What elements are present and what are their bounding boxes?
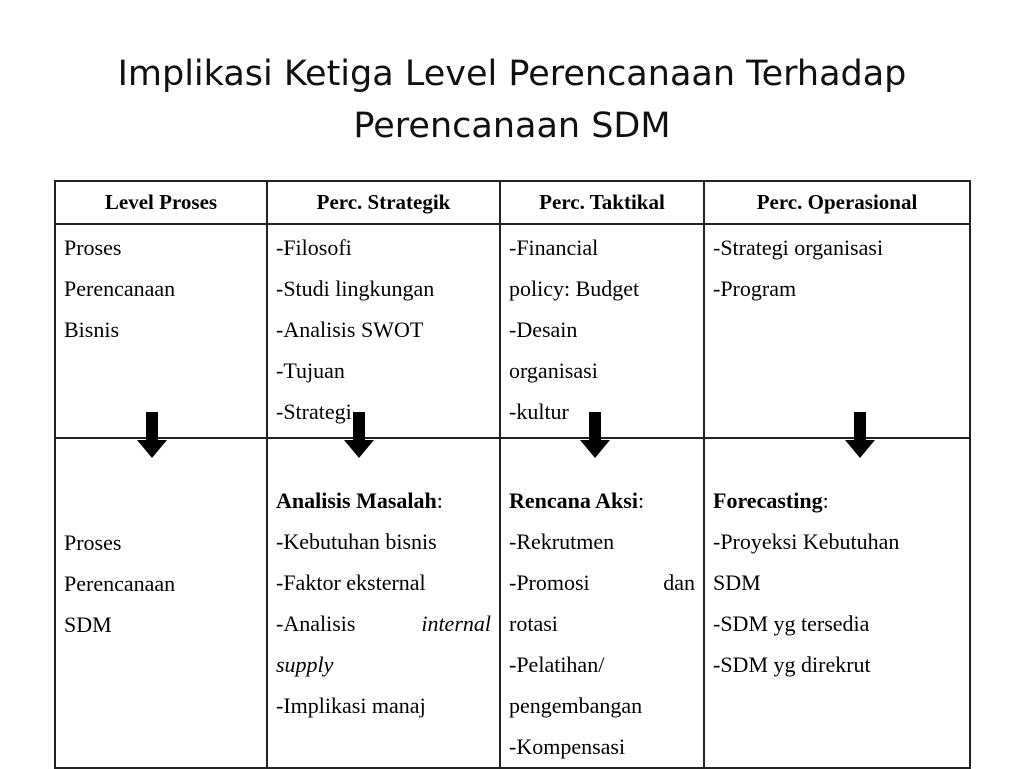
cell-heading-line bbox=[509, 480, 695, 521]
header-perc-operasional: Perc. Operasional bbox=[704, 181, 970, 224]
cell-line: -SDM yg tersedia bbox=[713, 611, 870, 636]
cell-level-sdm bbox=[55, 438, 267, 768]
cell-line: -Tujuan bbox=[276, 358, 345, 383]
cell-taktikal-bisnis bbox=[500, 224, 704, 438]
down-arrow-icon bbox=[137, 412, 167, 458]
header-perc-strategik: Perc. Strategik bbox=[267, 181, 500, 224]
cell-line: -Studi lingkungan bbox=[276, 276, 435, 301]
cell-line: -Desain bbox=[509, 317, 578, 342]
down-arrow-icon bbox=[845, 412, 875, 458]
colon: : bbox=[436, 488, 443, 513]
cell-line: -SDM yg direkrut bbox=[713, 652, 871, 677]
cell-line: -kultur bbox=[509, 399, 569, 424]
header-level-proses: Level Proses bbox=[55, 181, 267, 224]
analisis-internal: internal bbox=[421, 611, 491, 636]
down-arrow-icon bbox=[580, 412, 610, 458]
cell-line: -Analisis SWOT bbox=[276, 317, 424, 342]
cell-taktikal-sdm bbox=[500, 438, 704, 768]
cell-operasional-bisnis bbox=[704, 224, 970, 438]
down-arrow-icon bbox=[344, 412, 374, 458]
cell-line: -Filosofi bbox=[276, 235, 352, 260]
promosi-right: dan bbox=[663, 570, 695, 595]
cell-line: pengembangan bbox=[509, 693, 643, 718]
slide-title bbox=[0, 48, 1024, 152]
cell-heading: Forecasting bbox=[713, 488, 823, 513]
cell-line: -Strategi organisasi bbox=[713, 235, 884, 260]
cell-line: -Financial bbox=[509, 235, 599, 260]
table-row bbox=[55, 224, 970, 438]
cell-level-bisnis bbox=[55, 224, 267, 438]
cell-heading-line bbox=[713, 480, 961, 521]
header-row bbox=[55, 181, 970, 224]
cell-line: supply bbox=[276, 652, 334, 677]
cell-strategik-sdm bbox=[267, 438, 500, 768]
header-perc-taktikal: Perc. Taktikal bbox=[500, 181, 704, 224]
cell-line: policy: Budget bbox=[509, 276, 640, 301]
colon: : bbox=[822, 488, 829, 513]
cell-line: SDM bbox=[713, 570, 761, 595]
cell-line: rotasi bbox=[509, 611, 558, 636]
cell-line: -Faktor eksternal bbox=[276, 570, 426, 595]
title-line-2: Perencanaan SDM bbox=[353, 106, 671, 146]
cell-line: -Proyeksi Kebutuhan bbox=[713, 529, 900, 554]
analisis-prefix: -Analisis bbox=[276, 611, 356, 636]
planning-table bbox=[54, 180, 971, 769]
cell-line: Proses bbox=[64, 235, 122, 260]
cell-line: -Program bbox=[713, 276, 797, 301]
promosi-left: -Promosi bbox=[509, 570, 590, 595]
colon: : bbox=[637, 488, 645, 513]
cell-line: -Kompensasi bbox=[509, 734, 626, 759]
cell-line: organisasi bbox=[509, 358, 598, 383]
cell-heading: Rencana Aksi bbox=[509, 488, 638, 513]
cell-line: -Rekrutmen bbox=[509, 529, 615, 554]
table-row bbox=[55, 438, 970, 768]
planning-table-container bbox=[54, 180, 969, 764]
cell-line bbox=[509, 562, 695, 603]
cell-line: -Strategi bbox=[276, 399, 352, 424]
cell-heading: Analisis Masalah bbox=[276, 488, 437, 513]
title-line-1: Implikasi Ketiga Level Perencanaan Terhadap bbox=[117, 54, 907, 94]
cell-line: -Pelatihan/ bbox=[509, 652, 605, 677]
cell-line: Perencanaan bbox=[64, 571, 176, 596]
cell-strategik-bisnis bbox=[267, 224, 500, 438]
cell-heading-line bbox=[276, 480, 491, 521]
cell-line: -Kebutuhan bisnis bbox=[276, 529, 437, 554]
cell-line: Perencanaan bbox=[64, 276, 176, 301]
cell-line: Bisnis bbox=[64, 317, 120, 342]
cell-line: -Implikasi manaj bbox=[276, 693, 426, 718]
cell-line bbox=[276, 603, 491, 644]
cell-line: SDM bbox=[64, 612, 112, 637]
cell-line: Proses bbox=[64, 530, 122, 555]
cell-operasional-sdm bbox=[704, 438, 970, 768]
